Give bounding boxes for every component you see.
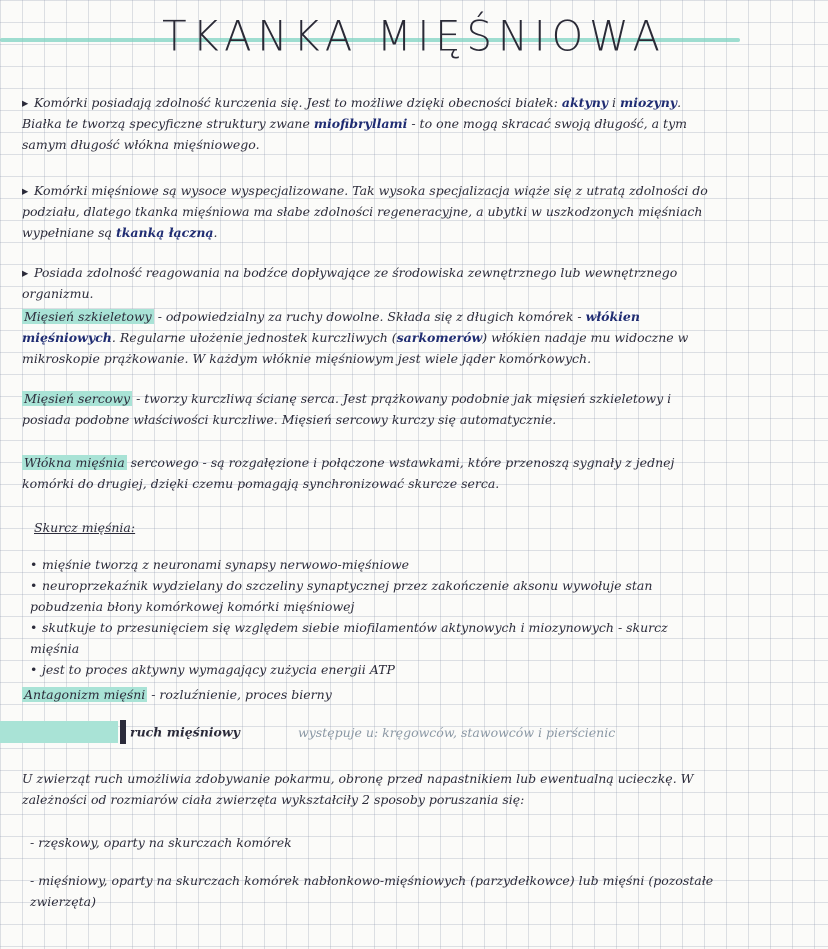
paragraph-contraction: ▸ Komórki posiadają zdolność kurczenia się. Jest to możliwe dzięki obecności białek: aktyny i miozyny. Białka te tworzą specyficzne struktury zwane miofibryllami - to one mogą skracać swoją długość, a tym samym długość włókna mięśniowego. xyxy=(22,92,722,155)
bullet-icon: ▸ xyxy=(22,183,29,198)
paragraph-skeletal: Mięsień szkieletowy - odpowiedzialny za ruchy dowolne. Składa się z długich komórek - włókien mięśniowych. Regularne ułożenie jednostek kurczliwych (sarkomerów) włókien nadaje mu widoczne w mikroskopie prążkowanie. W każdym włóknie mięśniowym jest wiele jąder komórkowych. xyxy=(22,309,689,366)
paragraph-ciliary: - rzęskowy, oparty na skurczach komórek xyxy=(30,835,292,850)
separator xyxy=(120,720,126,744)
paragraph-cardiac: Mięsień sercowy - tworzy kurczliwą ścianę serca. Jest prążkowany podobnie jak mięsień szkieletowy i posiada podobne właściwości kurczliwe. Mięsień sercowy kurczy się automatycznie. xyxy=(22,391,672,427)
paragraph-specialization: ▸ Komórki mięśniowe są wysoce wyspecjalizowane. Tak wysoka specjalizacja wiąże się z utratą zdolności do podziału, dlatego tkanka mięśniowa ma słabe zdolności regeneracyjne, a ubytki w uszkodzonych mięśniach wypełniane są tkanką łączną. xyxy=(22,180,722,243)
list-item: • mięśnie tworzą z neuronami synapsy nerwowo-mięśniowe xyxy=(30,557,410,572)
list-item: • neuroprzekaźnik wydzielany do szczeliny synaptycznej przez zakończenie aksonu wywołuje stan pobudzenia błony komórkowej komórki mięśniowej xyxy=(30,578,653,614)
heading-contraction: Skurcz mięśnia: xyxy=(34,520,136,535)
highlight-band xyxy=(0,721,118,743)
page-title: TKANKA MIĘŚNIOWA xyxy=(162,12,666,62)
bullet-icon: ▸ xyxy=(22,265,29,280)
contraction-list xyxy=(30,554,720,680)
bullet-icon: ▸ xyxy=(22,95,29,110)
paragraph-stimuli: ▸ Posiada zdolność reagowania na bodźce dopływające ze środowiska zewnętrznego lub wewnętrznego organizmu. xyxy=(22,262,742,304)
paragraph-antagonism: Antagonizm mięśni - rozluźnienie, proces bierny xyxy=(24,687,332,702)
movement-heading: ruch mięśniowy występuje u: kręgowców, stawowców i pierścienic xyxy=(0,720,240,746)
paragraph-animals: U zwierząt ruch umożliwia zdobywanie pokarmu, obronę przed napastnikiem lub ewentualną ucieczkę. W zależności od rozmiarów ciała zwierzęta wykształciły 2 sposoby poruszania się: xyxy=(22,771,694,807)
paragraph-cardiac-fibers: Włókna mięśnia sercowego - są rozgałęzione i połączone wstawkami, które przenoszą sygnały z jednej komórki do drugiej, dzięki czemu pomagają synchronizować skurcze serca. xyxy=(22,455,675,491)
list-item: • jest to proces aktywny wymagający zużycia energii ATP xyxy=(30,662,395,677)
list-item: • skutkuje to przesunięciem się względem siebie miofilamentów aktynowych i miozynowych - skurcz mięśnia xyxy=(30,620,668,656)
paragraph-muscular: - mięśniowy, oparty na skurczach komórek nabłonkowo-mięśniowych (parzydełkowce) lub mięśni (pozostałe zwierzęta) xyxy=(30,873,714,909)
